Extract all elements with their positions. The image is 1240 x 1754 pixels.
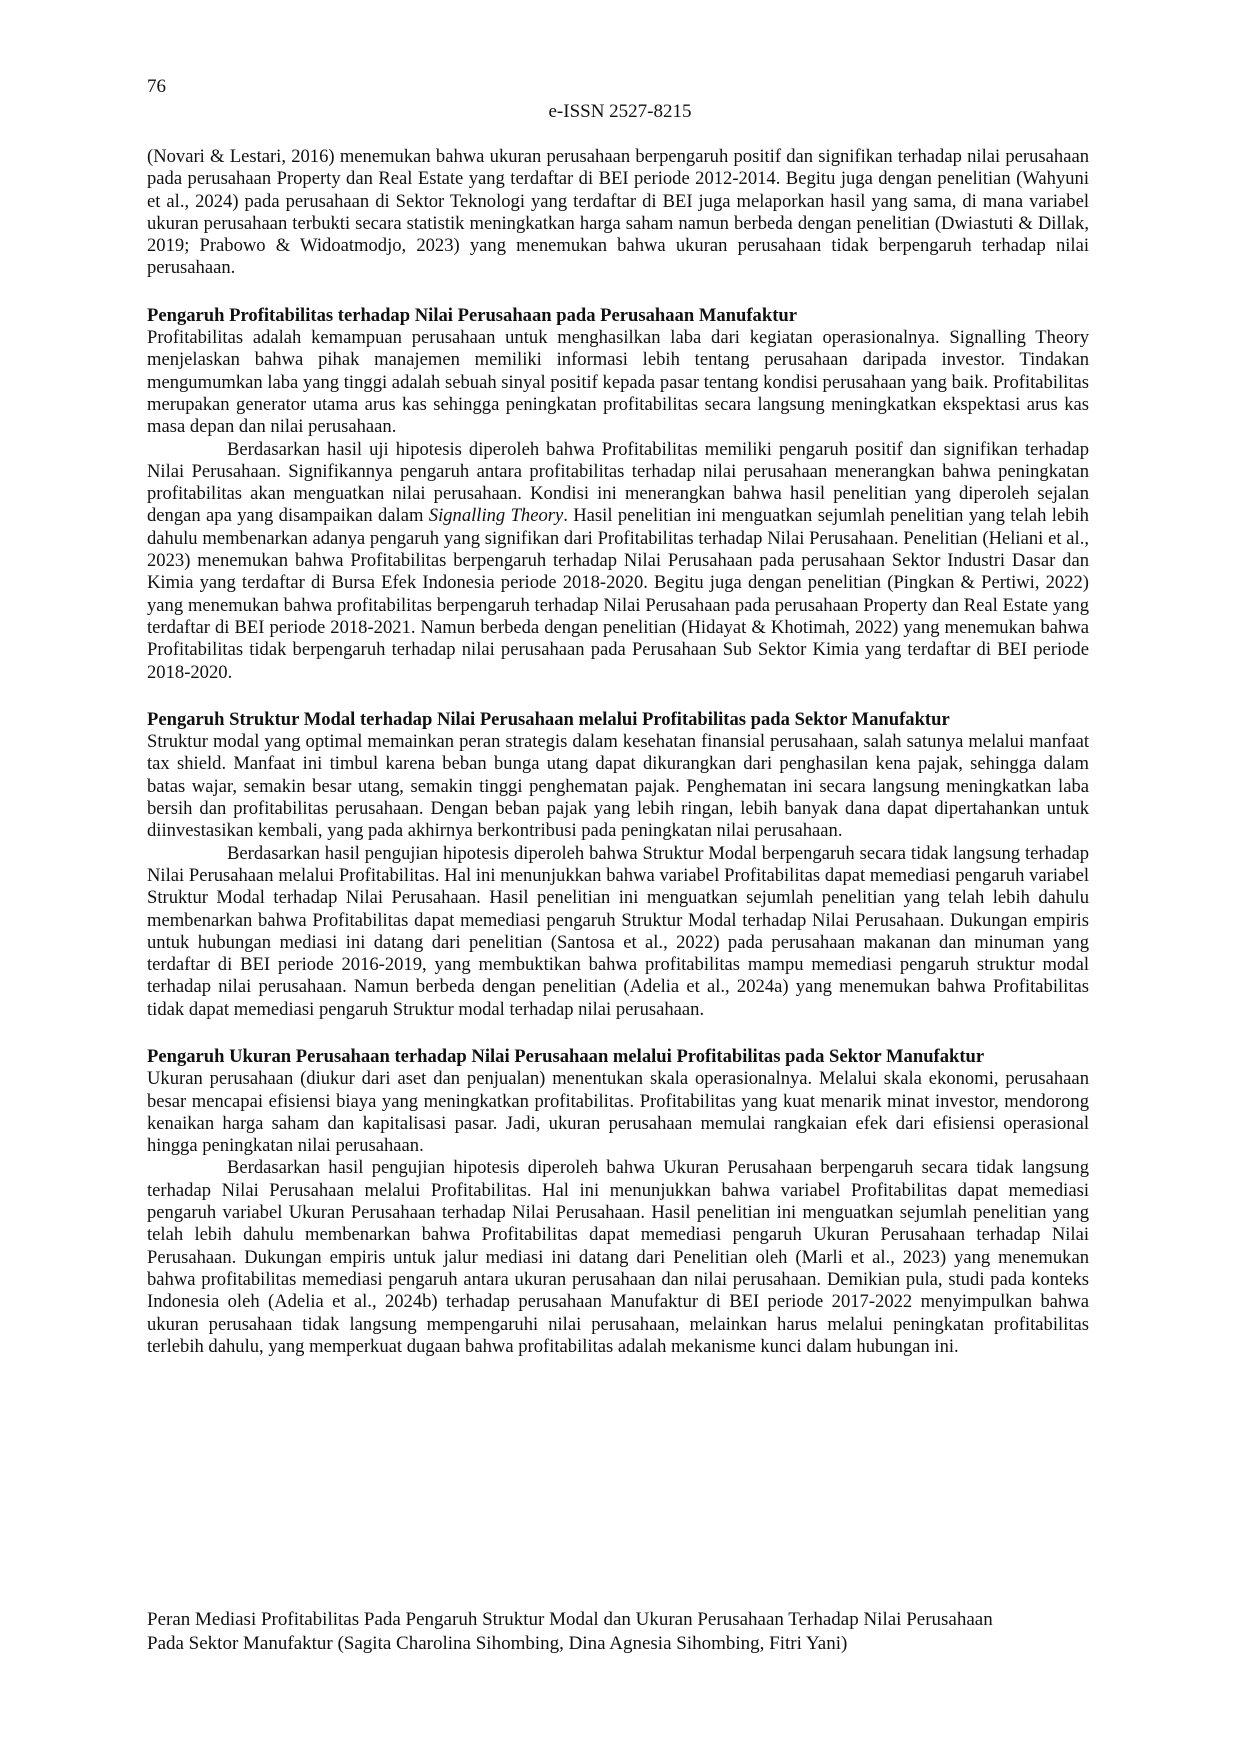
intro-paragraph: (Novari & Lestari, 2016) menemukan bahwa ukuran perusahaan berpengaruh positif dan signifikan terhadap nilai perusahaan pada perusahaan Property dan Real Estate yang terdaftar di BEI periode 2012-2014. Begitu juga dengan penelitian (Wahyuni et al., 2024) pada perusahaan di Sektor Teknologi yang terdaftar di BEI juga melaporkan hasil yang sama, di mana variabel ukuran perusahaan terbukti secara statistik meningkatkan harga saham namun berbeda dengan penelitian (Dwiastuti & Dillak, 2019; Prabowo & Widoatmodjo, 2023) yang menemukan bahwa ukuran perusahaan tidak berpengaruh terhadap nilai perusahaan. <box>147 146 1089 279</box>
section-paragraph <box>147 439 1089 684</box>
paragraph-text: . Hasil penelitian ini menguatkan sejumlah penelitian yang telah lebih dahulu membenarkan adanya pengaruh yang signifikan dari Profitabilitas terhadap Nilai Perusahaan. Penelitian (Heliani et al., 2023) menemukan bahwa Profitabilitas berpengaruh terhadap Nilai Perusahaan pada perusahaan Sektor Industri Dasar dan Kimia yang terdaftar di Bursa Efek Indonesia periode 2018-2020. Begitu juga dengan penelitian (Pingkan & Pertiwi, 2022) yang menemukan bahwa profitabilitas berpengaruh terhadap Nilai Perusahaan pada perusahaan Property dan Real Estate yang terdaftar di BEI periode 2018-2021. Namun berbeda dengan penelitian (Hidayat & Khotimah, 2022) yang menemukan bahwa Profitabilitas tidak berpengaruh terhadap nilai perusahaan pada Perusahaan Sub Sektor Kimia yang terdaftar di BEI periode 2018-2020. <box>147 505 1089 683</box>
footer-line: Pada Sektor Manufaktur (Sagita Charolina Sihombing, Dina Agnesia Sihombing, Fitri Yani) <box>147 1633 848 1654</box>
section-paragraph: Profitabilitas adalah kemampuan perusahaan untuk menghasilkan laba dari kegiatan operasionalnya. Signalling Theory menjelaskan bahwa pihak manajemen memiliki informasi lebih tentang perusahaan daripada investor. Tindakan mengumumkan laba yang tinggi adalah sebuah sinyal positif kepada pasar tentang kondisi perusahaan yang baik. Profitabilitas merupakan generator utama arus kas sehingga peningkatan profitabilitas secara langsung meningkatkan ekspektasi arus kas masa depan dan nilai perusahaan. <box>147 327 1089 438</box>
italic-term: Signalling Theory <box>428 505 564 527</box>
journal-issn: e-ISSN 2527-8215 <box>548 101 692 122</box>
page-number: 76 <box>147 76 166 97</box>
main-content <box>147 146 1089 1358</box>
section-paragraph: Berdasarkan hasil pengujian hipotesis diperoleh bahwa Struktur Modal berpengaruh secara tidak langsung terhadap Nilai Perusahaan melalui Profitabilitas. Hal ini menunjukkan bahwa variabel Profitabilitas dapat memediasi pengaruh variabel Struktur Modal terhadap Nilai Perusahaan. Hasil penelitian ini menguatkan sejumlah penelitian yang telah lebih dahulu membenarkan bahwa Profitabilitas dapat memediasi pengaruh Struktur Modal terhadap Nilai Perusahaan. Dukungan empiris untuk hubungan mediasi ini datang dari penelitian (Santosa et al., 2022) pada perusahaan makanan dan minuman yang terdaftar di BEI periode 2016-2019, yang membuktikan bahwa profitabilitas mampu memediasi pengaruh struktur modal terhadap nilai perusahaan. Namun berbeda dengan penelitian (Adelia et al., 2024a) yang menemukan bahwa Profitabilitas tidak dapat memediasi pengaruh Struktur modal terhadap nilai perusahaan. <box>147 842 1089 1020</box>
section-profitabilitas <box>147 305 1089 684</box>
section-ukuran-perusahaan <box>147 1046 1089 1358</box>
section-struktur-modal <box>147 709 1089 1021</box>
section-heading: Pengaruh Struktur Modal terhadap Nilai Perusahaan melalui Profitabilitas pada Sektor Manufaktur <box>147 708 950 730</box>
section-heading: Pengaruh Ukuran Perusahaan terhadap Nilai Perusahaan melalui Profitabilitas pada Sektor Manufaktur <box>147 1045 985 1067</box>
section-heading: Pengaruh Profitabilitas terhadap Nilai Perusahaan pada Perusahaan Manufaktur <box>147 304 797 326</box>
footer-line: Peran Mediasi Profitabilitas Pada Pengaruh Struktur Modal dan Ukuran Perusahaan Terhadap Nilai Perusahaan <box>147 1609 993 1630</box>
section-paragraph: Ukuran perusahaan (diukur dari aset dan penjualan) menentukan skala operasionalnya. Melalui skala ekonomi, perusahaan besar mencapai efisiensi biaya yang meningkatkan profitabilitas. Profitabilitas yang kuat menarik minat investor, mendorong kenaikan harga saham dan kapitalisasi pasar. Jadi, ukuran perusahaan memulai rangkaian efek dari efisiensi operasional hingga peningkatan nilai perusahaan. <box>147 1068 1089 1157</box>
page-footer <box>147 1608 1089 1656</box>
paragraph-text: Berdasarkan hasil uji hipotesis diperoleh bahwa Profitabilitas memiliki pengaruh positif dan signifikan terhadap Nilai Perusahaan. Signifikannya pengaruh antara profitabilitas terhadap nilai perusahaan menerangkan bahwa peningkatan profitabilitas akan menguatkan nilai perusahaan. Kondisi ini menerangkan bahwa hasil penelitian yang diperoleh sejalan dengan apa yang disampaikan dalam <box>147 438 1089 527</box>
section-paragraph: Berdasarkan hasil pengujian hipotesis diperoleh bahwa Ukuran Perusahaan berpengaruh secara tidak langsung terhadap Nilai Perusahaan melalui Profitabilitas. Hal ini menunjukkan bahwa variabel Profitabilitas dapat memediasi pengaruh variabel Ukuran Perusahaan terhadap Nilai Perusahaan. Hasil penelitian ini menguatkan sejumlah penelitian yang telah lebih dahulu membenarkan bahwa Profitabilitas dapat memediasi pengaruh Ukuran Perusahaan terhadap Nilai Perusahaan. Dukungan empiris untuk jalur mediasi ini datang dari Penelitian oleh (Marli et al., 2023) yang menemukan bahwa profitabilitas memediasi pengaruh antara ukuran perusahaan dan nilai perusahaan. Demikian pula, studi pada konteks Indonesia oleh (Adelia et al., 2024b) terhadap perusahaan Manufaktur di BEI periode 2017-2022 menyimpulkan bahwa ukuran perusahaan tidak langsung mempengaruhi nilai perusahaan, melainkan harus melalui peningkatan profitabilitas terlebih dahulu, yang memperkuat dugaan bahwa profitabilitas adalah mekanisme kunci dalam hubungan ini. <box>147 1157 1089 1357</box>
section-paragraph: Struktur modal yang optimal memainkan peran strategis dalam kesehatan finansial perusahaan, salah satunya melalui manfaat tax shield. Manfaat ini timbul karena beban bunga utang dapat dikurangkan dari penghasilan kena pajak, sehingga dalam batas wajar, semakin besar utang, semakin tinggi penghematan pajak. Penghematan ini secara langsung meningkatkan laba bersih dan profitabilitas perusahaan. Dengan beban pajak yang lebih ringan, lebih banyak dana dapat dipertahankan untuk diinvestasikan kembali, yang pada akhirnya berkontribusi pada peningkatan nilai perusahaan. <box>147 731 1089 842</box>
